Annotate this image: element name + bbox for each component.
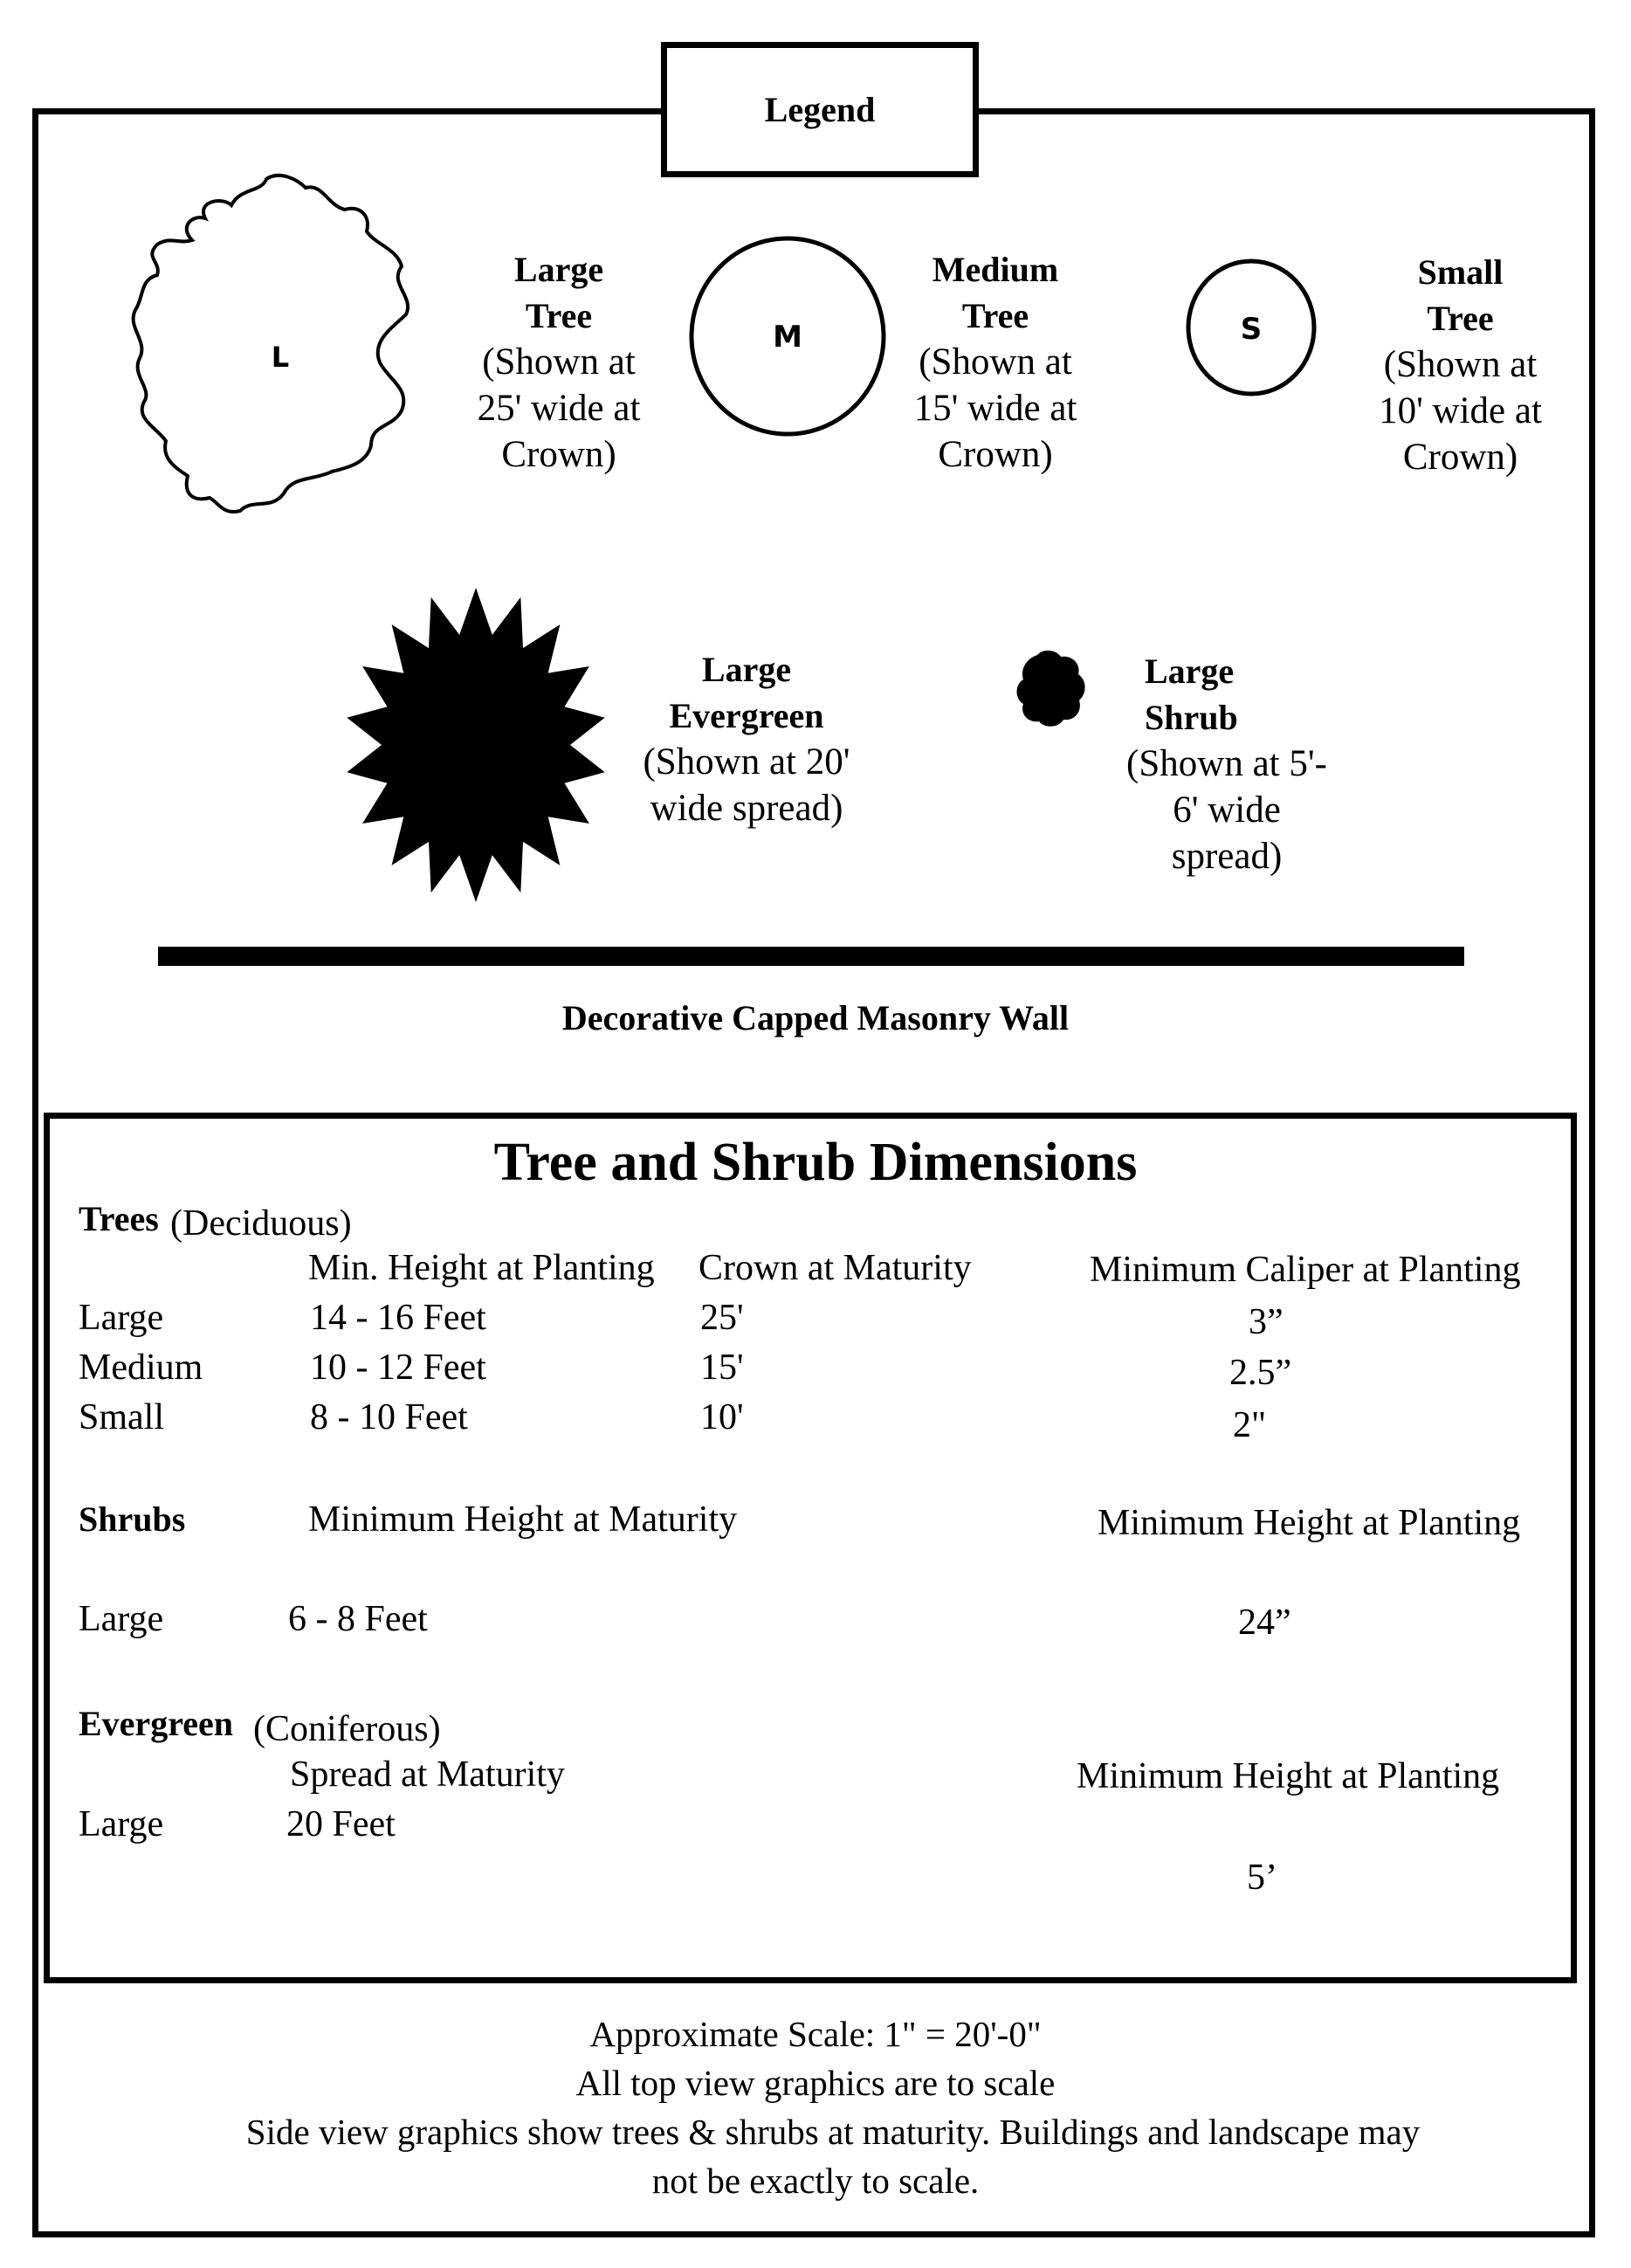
medium-tree-line1: Medium <box>932 250 1059 289</box>
medium-tree-line4: 15' wide at <box>913 388 1077 429</box>
small-tree-line1: Small <box>1417 252 1504 292</box>
trees-row-medium-crown: 15' <box>700 1348 744 1388</box>
footer-note-1: All top view graphics are to scale <box>575 2063 1056 2103</box>
trees-row-small-size: Small <box>79 1397 165 1437</box>
medium-tree-icon <box>685 236 895 454</box>
large-tree-line5: Crown) <box>501 434 616 475</box>
large-tree-line2: Tree <box>525 296 593 335</box>
medium-tree-line2: Tree <box>961 296 1029 335</box>
evergreen-col-spread: Spread at Maturity <box>290 1754 565 1795</box>
small-tree-icon <box>1183 253 1323 402</box>
legend-title: Legend <box>764 90 876 129</box>
legend-title-box <box>661 42 979 177</box>
large-shrub-line2: Shrub <box>1145 698 1238 737</box>
evergreen-row-large-planting: 5’ <box>1247 1858 1277 1898</box>
shrubs-col-planting: Minimum Height at Planting <box>1098 1503 1521 1543</box>
evergreen-col-planting: Minimum Height at Planting <box>1077 1756 1500 1796</box>
large-shrub-line4: 6' wide <box>1173 789 1281 831</box>
small-tree-label <box>1353 249 1567 480</box>
trees-row-small-caliper: 2" <box>1233 1405 1267 1445</box>
large-tree-line1: Large <box>513 250 604 289</box>
trees-row-large-height: 14 - 16 Feet <box>310 1298 486 1338</box>
small-tree-line4: 10' wide at <box>1379 390 1542 431</box>
shrubs-col-maturity: Minimum Height at Maturity <box>308 1499 738 1540</box>
footer-note-3: not be exactly to scale. <box>651 2161 980 2201</box>
large-evergreen-line2: Evergreen <box>669 696 824 735</box>
small-tree-line2: Tree <box>1427 299 1494 338</box>
trees-row-medium-size: Medium <box>79 1348 203 1388</box>
trees-heading: Trees <box>79 1199 159 1238</box>
trees-col-caliper: Minimum Caliper at Planting <box>1090 1250 1521 1290</box>
small-tree-glyph: S <box>1240 312 1263 347</box>
large-evergreen-line1: Large <box>701 650 792 689</box>
shrubs-row-large-planting: 24” <box>1238 1603 1291 1643</box>
evergreen-qualifier: (Coniferous) <box>253 1709 441 1749</box>
evergreen-row-large-spread: 20 Feet <box>286 1804 396 1844</box>
medium-tree-label <box>891 246 1100 478</box>
trees-qualifier: (Deciduous) <box>170 1203 352 1244</box>
medium-tree-line5: Crown) <box>938 434 1053 475</box>
trees-row-medium-caliper: 2.5” <box>1229 1353 1292 1393</box>
large-evergreen-icon <box>336 581 616 913</box>
small-tree-line5: Crown) <box>1402 437 1518 478</box>
shrubs-row-large-maturity: 6 - 8 Feet <box>288 1599 428 1639</box>
trees-col-height: Min. Height at Planting <box>308 1248 655 1288</box>
trees-row-small-crown: 10' <box>700 1397 744 1437</box>
shrubs-row-large-size: Large <box>79 1599 164 1639</box>
large-evergreen-label <box>602 646 891 831</box>
masonry-wall-line <box>158 947 1464 966</box>
large-shrub-line3: (Shown at 5'- <box>1126 743 1327 784</box>
large-shrub-line5: spread) <box>1171 836 1283 877</box>
large-tree-label <box>463 246 655 478</box>
masonry-wall-caption: Decorative Capped Masonry Wall <box>561 998 1070 1037</box>
large-evergreen-line3: (Shown at 20' <box>643 741 850 782</box>
large-tree-line3: (Shown at <box>482 341 636 383</box>
trees-row-small-height: 8 - 10 Feet <box>310 1397 468 1437</box>
footer-note-2: Side view graphics show trees & shrubs at maturity. Buildings and landscape may <box>245 2112 1421 2152</box>
scale-note: Approximate Scale: 1" = 20'-0" <box>589 2014 1042 2054</box>
dimensions-title: Tree and Shrub Dimensions <box>493 1133 1138 1192</box>
trees-row-medium-height: 10 - 12 Feet <box>310 1348 486 1388</box>
large-tree-icon <box>109 166 441 541</box>
shrubs-heading: Shrubs <box>79 1499 186 1539</box>
large-tree-glyph: L <box>271 341 290 374</box>
frame-top-right-edge <box>976 108 1595 114</box>
large-shrub-line1: Large <box>1145 651 1235 691</box>
large-evergreen-line4: wide spread) <box>650 788 843 829</box>
medium-tree-line3: (Shown at <box>919 341 1072 383</box>
large-tree-line4: 25' wide at <box>477 388 641 429</box>
trees-row-large-size: Large <box>79 1298 164 1338</box>
frame-top-left-edge <box>32 108 664 114</box>
evergreen-row-large-size: Large <box>79 1804 164 1844</box>
trees-row-large-crown: 25' <box>700 1298 744 1338</box>
medium-tree-glyph: M <box>773 320 802 355</box>
small-tree-line3: (Shown at <box>1383 344 1538 385</box>
large-shrub-icon <box>1013 646 1091 734</box>
large-shrub-label <box>1096 648 1358 879</box>
evergreen-heading: Evergreen <box>79 1704 233 1743</box>
trees-row-large-caliper: 3” <box>1249 1302 1283 1342</box>
trees-col-crown: Crown at Maturity <box>699 1248 972 1288</box>
